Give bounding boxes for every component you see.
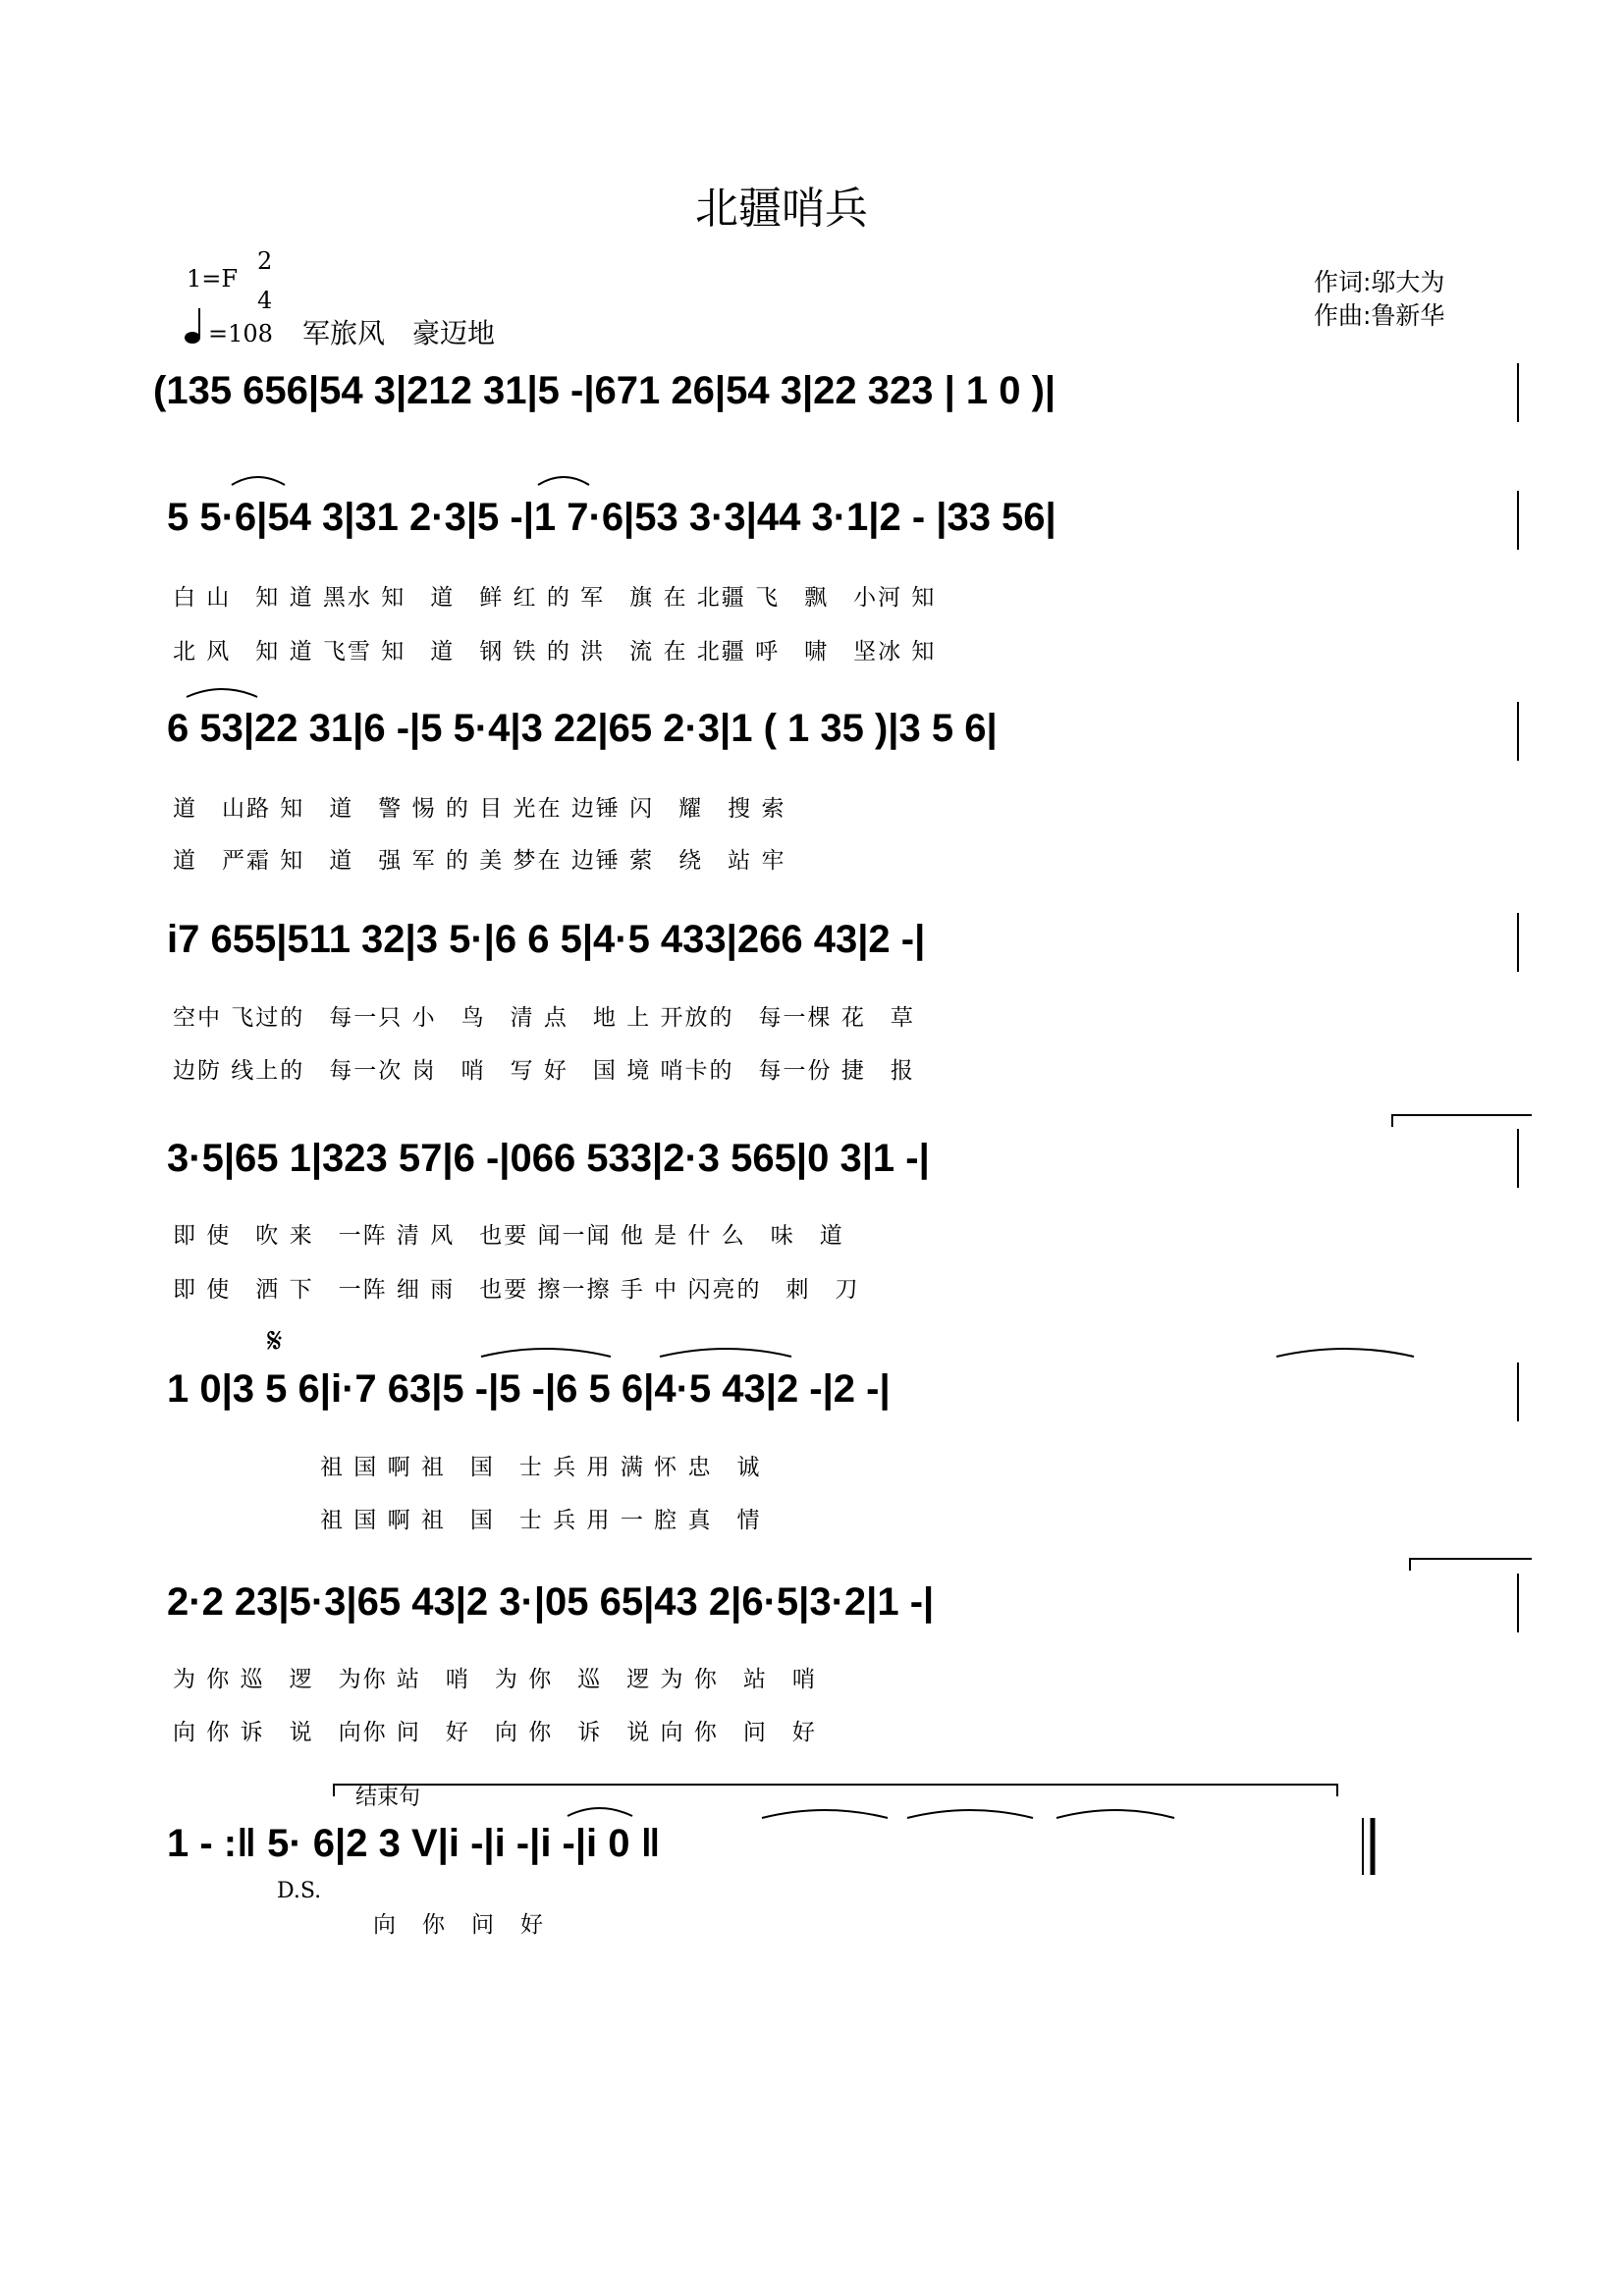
system-5-lyrics-verse-1: 即 使 吹 来 一阵 清 风 也要 闻一闻 他 是 什 么 味 道 bbox=[173, 1223, 844, 1249]
system-2-lyrics-verse-2: 北 风 知 道 飞雪 知 道 钢 铁 的 洪 流 在 北疆 呼 啸 坚冰 知 bbox=[173, 639, 937, 665]
time-signature-top: 2 bbox=[257, 247, 273, 275]
slur bbox=[1056, 1810, 1174, 1818]
page-title: 北疆哨兵 bbox=[695, 184, 868, 234]
system-3-lyrics-verse-2: 道 严霜 知 道 强 军 的 美 梦在 边锤 萦 绕 站 牢 bbox=[173, 848, 786, 874]
system-6-notes: 1 0|3 5 6|i·7 63|5 -|5 -|6 5 6|4·5 43|2 -|2 -| bbox=[167, 1367, 891, 1411]
system-2-lyrics-verse-1: 白 山 知 道 黑水 知 道 鲜 红 的 军 旗 在 北疆 飞 飘 小河 知 bbox=[173, 585, 937, 611]
system-8-lyrics: 向 你 问 好 bbox=[373, 1912, 545, 1938]
time-signature-bottom: 4 bbox=[257, 287, 273, 314]
system-7-lyrics-verse-1: 为 你 巡 逻 为你 站 哨 为 你 巡 逻 为 你 站 哨 bbox=[173, 1667, 817, 1692]
system-1-notes: (135 656|54 3|212 31|5 -|671 26|54 3|22 323 | 1 0 )| bbox=[153, 369, 1056, 412]
slur bbox=[1276, 1349, 1414, 1357]
system-6-lyrics-verse-1: 祖 国 啊 祖 国 士 兵 用 满 怀 忠 诚 bbox=[320, 1455, 762, 1480]
slur bbox=[907, 1810, 1033, 1818]
system-5-lyrics-verse-2: 即 使 洒 下 一阵 细 雨 也要 擦一擦 手 中 闪亮的 刺 刀 bbox=[173, 1277, 860, 1303]
key-signature: 1=F bbox=[187, 265, 239, 293]
system-7-lyrics-verse-2: 向 你 诉 说 向你 问 好 向 你 诉 说 向 你 问 好 bbox=[173, 1720, 817, 1745]
lyricist-credit: 作词:邬大为 bbox=[1314, 268, 1445, 296]
system-3-lyrics-verse-1: 道 山路 知 道 警 惕 的 目 光在 边锤 闪 耀 搜 索 bbox=[173, 796, 786, 822]
system-4-lyrics-verse-2: 边防 线上的 每一次 岗 哨 写 好 国 境 哨卡的 每一份 捷 报 bbox=[173, 1058, 915, 1084]
system-3-notes: 6 53|22 31|6 -|5 5·4|3 22|65 2·3|1 ( 1 35 )|3 5 6| bbox=[167, 707, 998, 750]
expression-marking: 军旅风 豪迈地 bbox=[302, 317, 496, 349]
composer-credit: 作曲:鲁新华 bbox=[1314, 301, 1445, 330]
coda-label: 结束句 bbox=[355, 1786, 421, 1810]
segno-icon: 𝄋 bbox=[267, 1321, 283, 1362]
dal-segno-marking: D.S. bbox=[277, 1879, 322, 1903]
system-4-lyrics-verse-1: 空中 飞过的 每一只 小 鸟 清 点 地 上 开放的 每一棵 花 草 bbox=[173, 1005, 915, 1031]
coda-bracket bbox=[334, 1785, 1337, 1796]
slur bbox=[568, 1808, 632, 1816]
system-2-notes: 5 5·6|54 3|31 2·3|5 -|1 7·6|53 3·3|44 3·1|2 - |33 56| bbox=[167, 496, 1056, 539]
slur bbox=[187, 689, 257, 697]
slur bbox=[538, 477, 589, 485]
slur bbox=[762, 1810, 888, 1818]
slur bbox=[660, 1349, 791, 1357]
tempo-marking: =108 bbox=[208, 320, 273, 347]
system-7-notes: 2·2 23|5·3|65 43|2 3·|05 65|43 2|6·5|3·2|1 -| bbox=[167, 1580, 935, 1624]
volta-bracket bbox=[1410, 1559, 1532, 1571]
slur bbox=[481, 1349, 611, 1357]
slur bbox=[232, 477, 285, 485]
system-4-notes: i7 655|511 32|3 5·|6 6 5|4·5 433|266 43|2 -| bbox=[167, 918, 926, 961]
system-6-lyrics-verse-2: 祖 国 啊 祖 国 士 兵 用 一 腔 真 情 bbox=[320, 1508, 762, 1533]
system-5-notes: 3·5|65 1|323 57|6 -|066 533|2·3 565|0 3|1 -| bbox=[167, 1137, 930, 1180]
volta-bracket bbox=[1392, 1115, 1532, 1127]
system-8-notes: 1 - :‖ 5· 6|2 3 V|i -|i -|i -|i 0 ‖ bbox=[167, 1822, 661, 1865]
